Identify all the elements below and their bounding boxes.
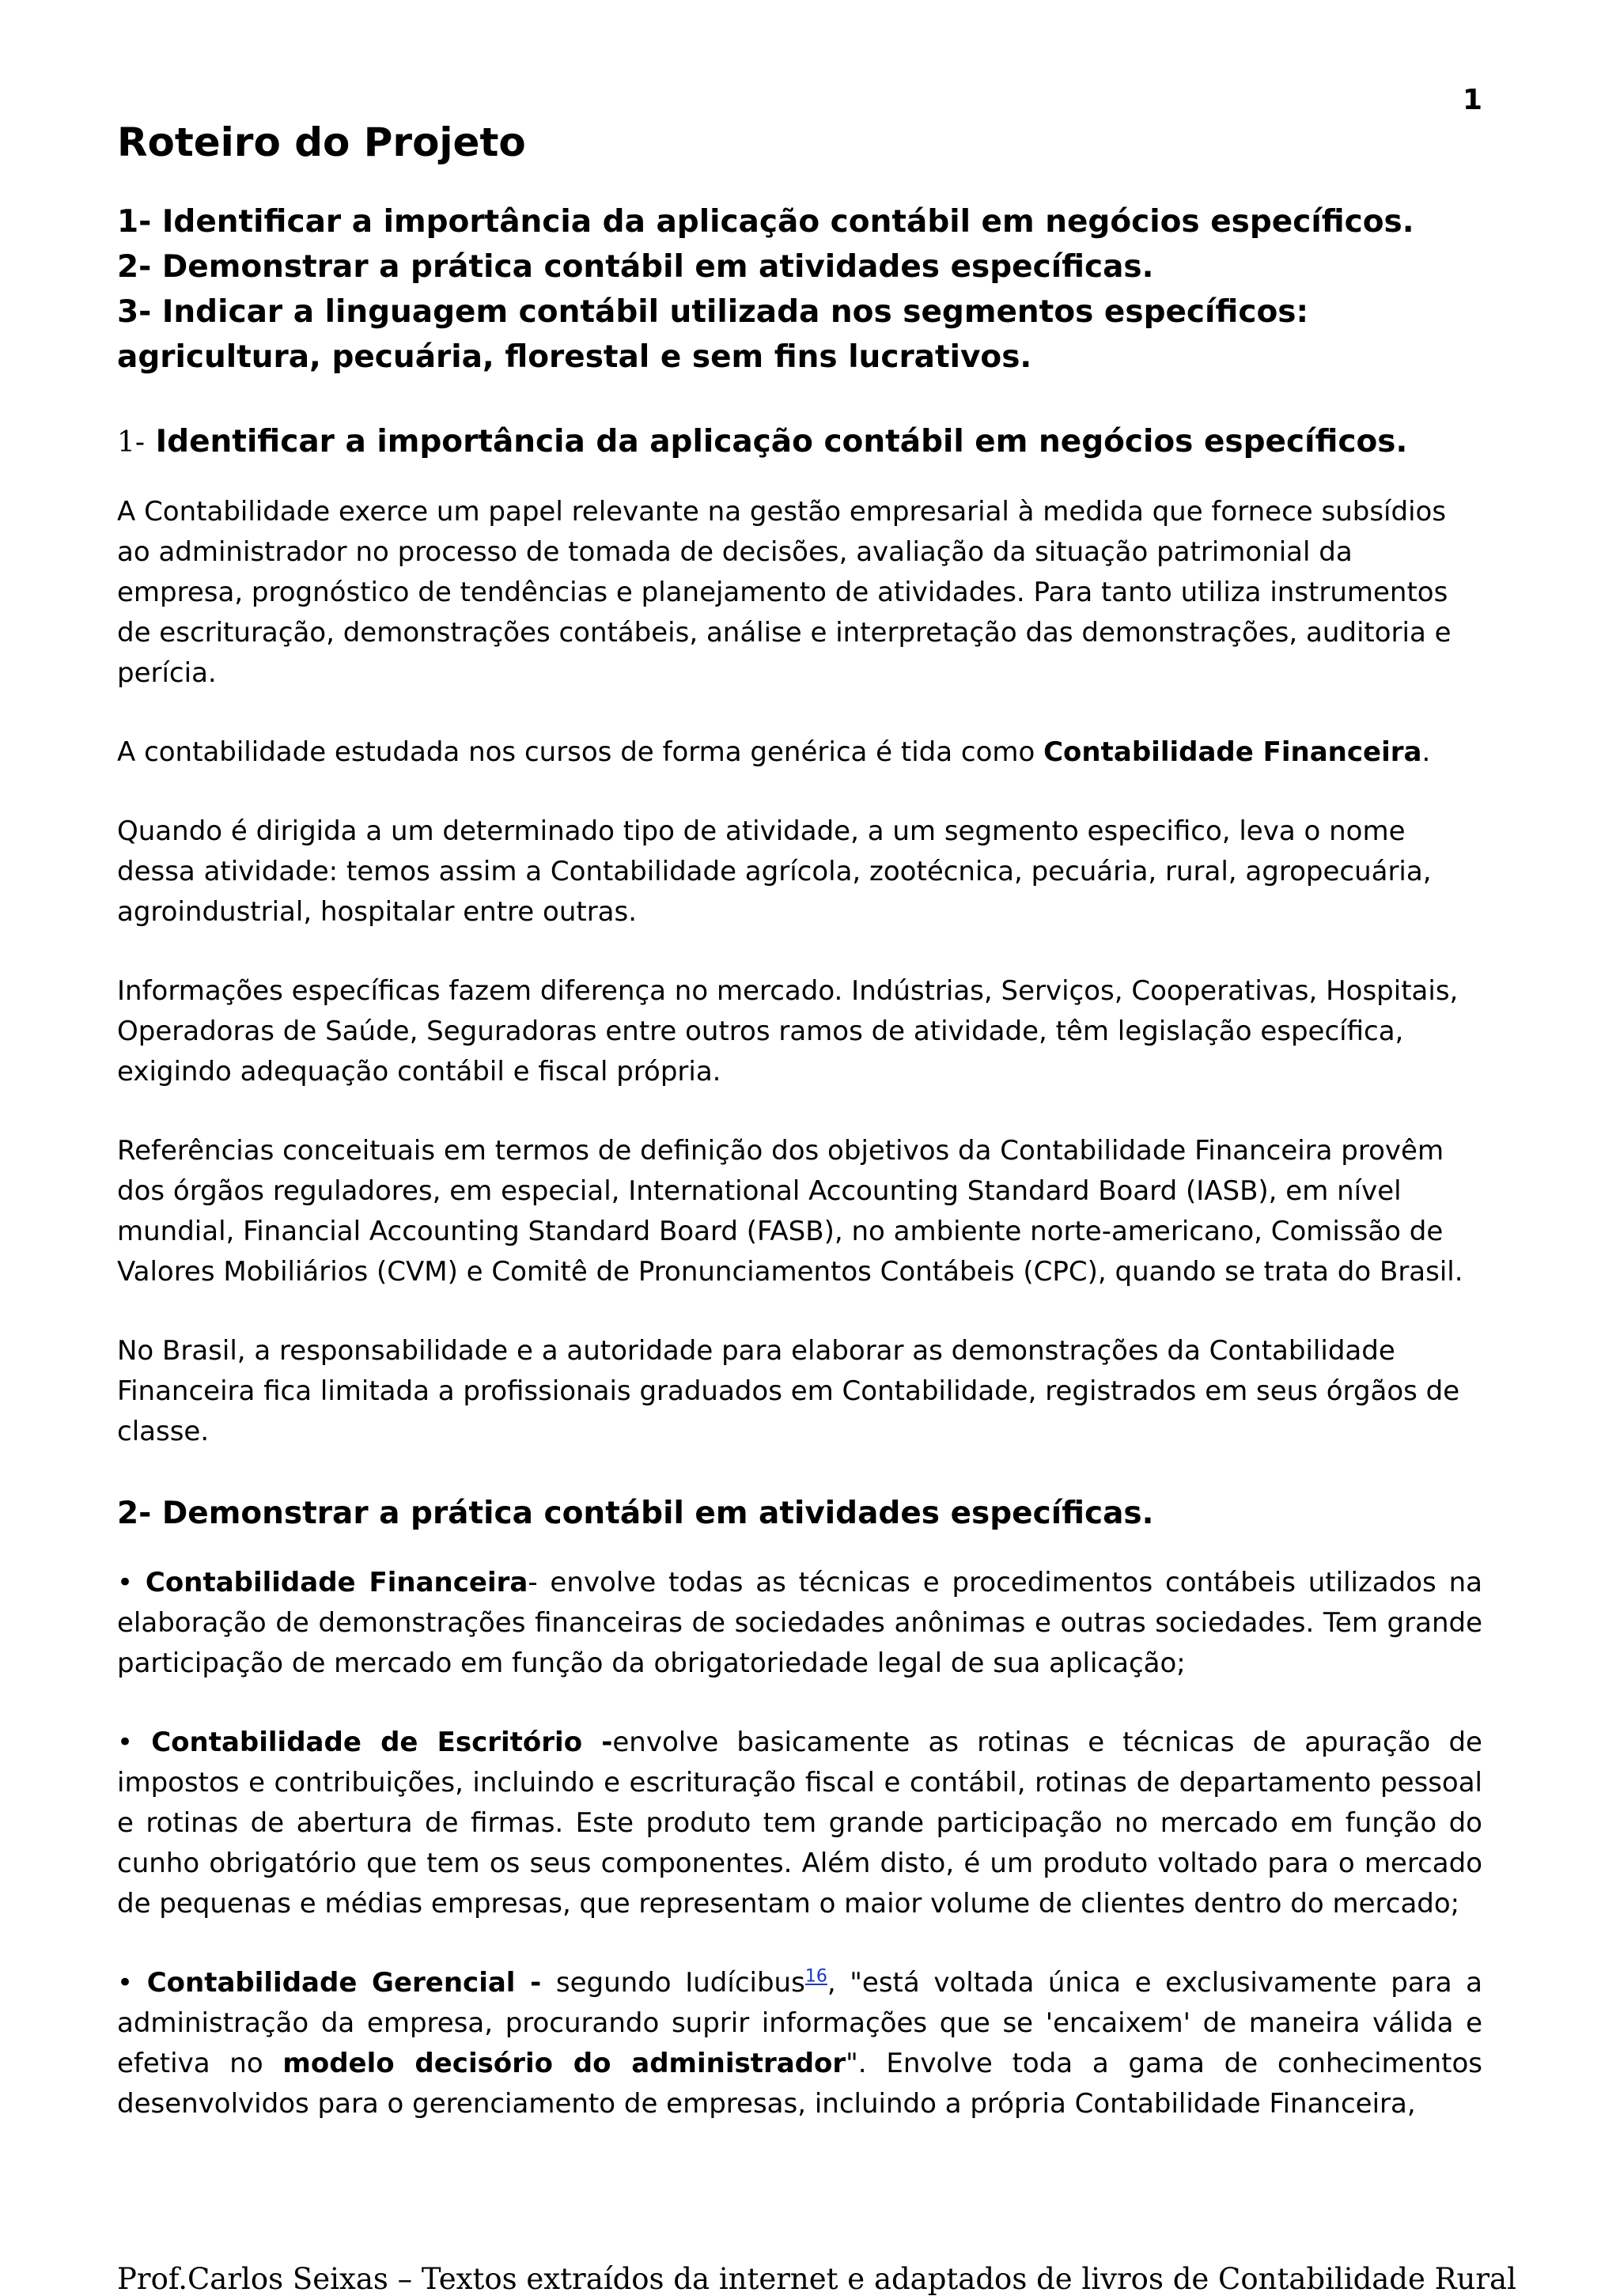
paragraph: Referências conceituais em termos de definição dos objetivos da Contabilidade Financeira provêm dos órgãos reguladores, em especial, International Accounting Standard Board (IASB), em nível mundial, Financial Accounting Standard Board (FASB), no ambiente norte-americano, Comissão de Valores Mobiliários (CVM) e Comitê de Pronunciamentos Contábeis (CPC), quando se trata do Brasil.: [117, 1135, 1463, 1288]
document-body: [117, 119, 1482, 2163]
outline-item: 1- Identificar a importância da aplicação contábil em negócios específicos.: [117, 204, 1414, 240]
outline-item: 3- Indicar a linguagem contábil utilizada nos segmentos específicos: agricultura, pecuária, florestal e sem fins lucrativos.: [117, 294, 1309, 375]
bold-term: modelo decisório do administrador: [282, 2048, 846, 2079]
paragraph-text: .: [1421, 736, 1431, 768]
item-text: segundo Iudícibus: [555, 1967, 805, 1999]
page-footer: Prof.Carlos Seixas – Textos extraídos da internet e adaptados de livros de Contabilidade Rural: [117, 2262, 1516, 2296]
paragraph: Quando é dirigida a um determinado tipo de atividade, a um segmento especifico, leva o nome dessa atividade: temos assim a Contabilidade agrícola, zootécnica, pecuária, rural, agropecuária, agroindustrial, hospitalar entre outras.: [117, 815, 1432, 928]
page-number: 1: [1462, 84, 1482, 116]
bullet: •: [117, 1727, 152, 1758]
paragraph: [117, 732, 1482, 773]
bullet: •: [117, 1567, 146, 1598]
list-item: [117, 1963, 1482, 2124]
paragraph: Informações específicas fazem diferença no mercado. Indústrias, Serviços, Cooperativas, Hospitais, Operadoras de Saúde, Seguradoras entre outros ramos de atividade, têm legislação específica, exigindo adequação contábil e fiscal própria.: [117, 975, 1459, 1087]
bold-term: Contabilidade Gerencial -: [146, 1967, 556, 1999]
bold-term: Contabilidade de Escritório -: [151, 1727, 613, 1758]
outline-item: 2- Demonstrar a prática contábil em atividades específicas.: [117, 249, 1154, 285]
list-item: [117, 1723, 1482, 1924]
paragraph: A Contabilidade exerce um papel relevante na gestão empresarial à medida que fornece subsídios ao administrador no processo de tomada de decisões, avaliação da situação patrimonial da empresa, prognóstico de tendências e planejamento de atividades. Para tanto utiliza instrumentos de escrituração, demonstrações contábeis, análise e interpretação das demonstrações, auditoria e perícia.: [117, 496, 1452, 689]
bold-term: Contabilidade Financeira: [145, 1567, 528, 1598]
list-item: [117, 1563, 1482, 1684]
bullet: •: [117, 1967, 147, 1999]
section-1-number: 1-: [117, 426, 146, 459]
section-1-heading: [117, 419, 1482, 465]
paragraph: No Brasil, a responsabilidade e a autoridade para elaborar as demonstrações da Contabilidade Financeira fica limitada a profissionais graduados em Contabilidade, registrados em seus órgãos de classe.: [117, 1335, 1460, 1447]
item-text: , "está voltada única e exclusivamente para a administração da empresa, procurando suprir informações que se 'encaixem' de maneira válida e efetiva no: [117, 1967, 1483, 2079]
page-title: Roteiro do Projeto: [117, 119, 526, 165]
project-outline: [117, 199, 1482, 380]
paragraph-text: A contabilidade estudada nos cursos de forma genérica é tida como: [117, 736, 1044, 768]
item-text: - envolve todas as técnicas e procedimentos contábeis utilizados na elaboração de demonstrações financeiras de sociedades anônimas e outras sociedades. Tem grande participação de mercado em função da obrigatoriedade legal de sua aplicação;: [117, 1567, 1482, 1679]
bold-term: Contabilidade Financeira: [1043, 736, 1422, 768]
section-2-heading: 2- Demonstrar a prática contábil em atividades específicas.: [117, 1496, 1154, 1531]
item-text: envolve basicamente as rotinas e técnicas de apuração de impostos e contribuições, incluindo e escrituração fiscal e contábil, rotinas de departamento pessoal e rotinas de abertura de firmas. Este produto tem grande participação no mercado em função do cunho obrigatório que tem os seus componentes. Além disto, é um produto voltado para o mercado de pequenas e médias empresas, que representam o maior volume de clientes dentro do mercado;: [117, 1727, 1482, 1920]
section-1-title: Identificar a importância da aplicação contábil em negócios específicos.: [155, 424, 1408, 460]
footnote-link[interactable]: 16: [804, 1966, 827, 1987]
item-text: ". Envolve toda a gama de conhecimentos desenvolvidos para o gerenciamento de empresas, incluindo a própria Contabilidade Financeira,: [117, 2048, 1482, 2120]
